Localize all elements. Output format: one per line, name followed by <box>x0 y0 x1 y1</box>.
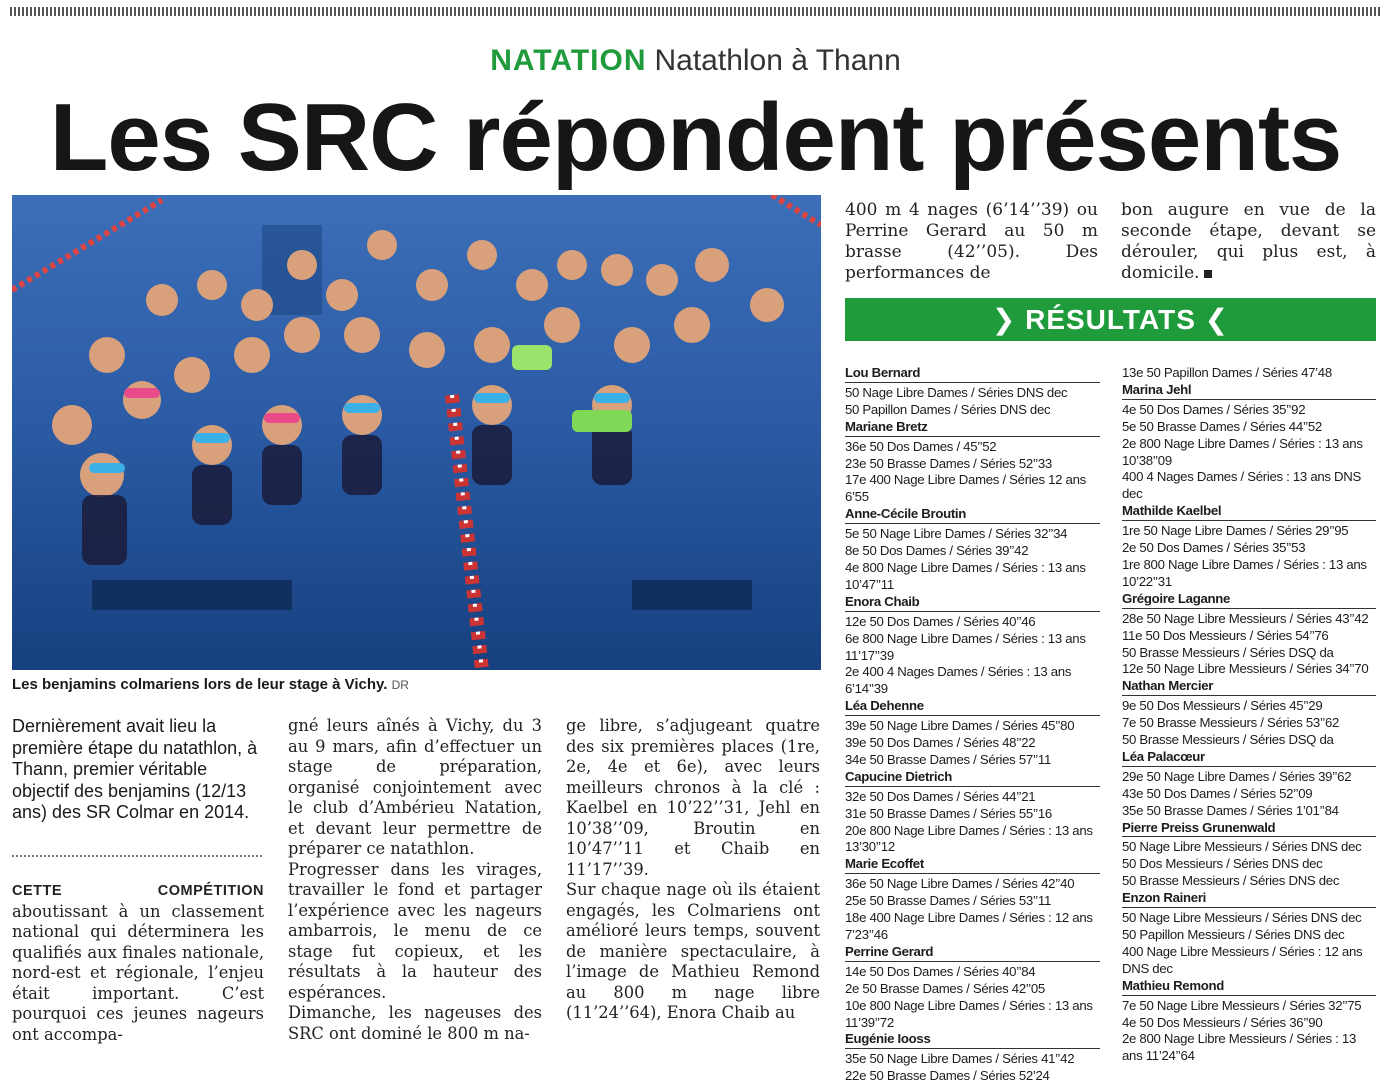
result-line: 39e 50 Nage Libre Dames / Séries 45’’80 <box>845 718 1075 734</box>
result-line: 5e 50 Brasse Dames / Séries 44’’52 <box>1122 418 1322 434</box>
result-line: 6e 800 Nage Libre Dames / Séries : 13 ans 11’17’’39 <box>845 630 1086 663</box>
result-line: 29e 50 Nage Libre Dames / Séries 39’’62 <box>1122 768 1352 784</box>
result-line: 10e 800 Nage Libre Dames / Séries : 13 ans 11’39’’72 <box>845 997 1093 1030</box>
result-line: 25e 50 Brasse Dames / Séries 53’’11 <box>845 893 1051 909</box>
athlete-name: Capucine Dietrich <box>845 769 1100 787</box>
article-column-3 <box>566 716 820 1024</box>
results-left-column <box>845 365 1100 1085</box>
result-line: 9e 50 Dos Messieurs / Séries 45’’29 <box>1122 698 1323 714</box>
result-line: 23e 50 Brasse Dames / Séries 52’’33 <box>845 455 1052 471</box>
result-line: 50 Nage Libre Messieurs / Séries DNS dec <box>1122 910 1362 926</box>
article-column-1 <box>12 880 264 1045</box>
result-line: 35e 50 Brasse Dames / Séries 1’01’’84 <box>1122 802 1339 818</box>
results-right-column <box>1122 365 1376 1065</box>
col2-p1: gné leurs aînés à Vichy, du 3 au 9 mars, afin d’effectuer un stage de préparation, organisé conjointement avec le club d’Ambérieu Natation, et devant leur permettre de préparer ce natathlon. <box>288 716 542 858</box>
result-line: 50 Papillon Dames / Séries DNS dec <box>845 401 1051 417</box>
result-line: 13e 50 Papillon Dames / Séries 47’48 <box>1122 365 1332 380</box>
athlete-name: Marina Jehl <box>1122 382 1376 400</box>
athlete-name: Enora Chaib <box>845 594 1100 612</box>
result-line: 2e 50 Brasse Dames / Séries 42’’05 <box>845 980 1045 996</box>
result-line: 50 Nage Libre Dames / Séries DNS dec <box>845 384 1068 400</box>
result-line: 1re 800 Nage Libre Dames / Séries : 13 ans 10’22’’31 <box>1122 556 1367 589</box>
photo-caption <box>12 676 821 693</box>
result-line: 2e 800 Nage Libre Messieurs / Séries : 13 ans 11’24’’64 <box>1122 1031 1357 1064</box>
col5-text: bon augure en vue de la seconde étape, devant se dérouler, qui plus est, à domicile. <box>1121 200 1376 283</box>
result-line: 31e 50 Brasse Dames / Séries 55’’16 <box>845 805 1052 821</box>
article-column-2 <box>288 716 542 1044</box>
athlete-name: Mariane Bretz <box>845 419 1100 437</box>
article-lead: Dernièrement avait lieu la première étape du natathlon, à Thann, premier véritable objectif des benjamins (12/13 ans) des SR Colmar en 2014. <box>12 716 258 822</box>
col1-text: aboutissant à un classement national qui déterminera les qualifiés aux finales nationale, nord-est et régionale, l’enjeu était important. C’est pourquoi ces jeunes nageurs ont accompa- <box>12 901 264 1044</box>
result-line: 22e 50 Brasse Dames / Séries 52’24 <box>845 1068 1050 1084</box>
lead-divider <box>12 855 264 857</box>
section-label: NATATION <box>490 44 647 77</box>
result-line: 7e 50 Nage Libre Messieurs / Séries 32’’75 <box>1122 997 1362 1013</box>
result-line: 8e 50 Dos Dames / Séries 39’’42 <box>845 543 1029 559</box>
kicker <box>0 44 1391 78</box>
result-line: 17e 400 Nage Libre Dames / Séries 12 ans 6’55 <box>845 472 1086 505</box>
result-line: 50 Nage Libre Messieurs / Séries DNS dec <box>1122 839 1362 855</box>
result-line: 50 Brasse Messieurs / Séries DNS dec <box>1122 873 1340 889</box>
athlete-name: Enzon Raineri <box>1122 890 1376 908</box>
result-line: 36e 50 Dos Dames / 45’’52 <box>845 438 997 454</box>
athlete-name: Grégoire Laganne <box>1122 591 1376 609</box>
result-line: 50 Papillon Messieurs / Séries DNS dec <box>1122 927 1345 942</box>
athlete-name: Léa Palacœur <box>1122 749 1376 767</box>
result-line: 32e 50 Dos Dames / Séries 44’’21 <box>845 788 1036 804</box>
result-line: 2e 400 4 Nages Dames / Séries : 13 ans 6’14’’39 <box>845 664 1072 697</box>
result-line: 20e 800 Nage Libre Dames / Séries : 13 ans 13’30’’12 <box>845 822 1093 855</box>
result-line: 35e 50 Nage Libre Dames / Séries 41’’42 <box>845 1051 1075 1067</box>
athlete-name: Mathieu Remond <box>1122 978 1376 996</box>
athlete-name: Léa Dehenne <box>845 698 1100 716</box>
athlete-name: Lou Bernard <box>845 365 1100 383</box>
result-line: 4e 800 Nage Libre Dames / Séries : 13 ans 10’47’’11 <box>845 559 1086 592</box>
team-photo <box>12 195 821 670</box>
end-mark <box>1204 270 1212 278</box>
athlete-name: Anne-Cécile Broutin <box>845 506 1100 524</box>
caption-text: Les benjamins colmariens lors de leur stage à Vichy. <box>12 676 388 693</box>
article-column-4 <box>845 200 1098 284</box>
result-line: 18e 400 Nage Libre Dames / Séries : 12 ans 7’23’’46 <box>845 910 1093 942</box>
result-line: 14e 50 Dos Dames / Séries 40’’84 <box>845 963 1036 979</box>
result-line: 4e 50 Dos Messieurs / Séries 36’’90 <box>1122 1014 1323 1030</box>
results-title: RÉSULTATS <box>1025 304 1196 335</box>
lead-in: CETTE COMPÉTITION <box>12 883 264 899</box>
result-line: 11e 50 Dos Messieurs / Séries 54’’76 <box>1122 627 1329 643</box>
athlete-name: Marie Ecoffet <box>845 856 1100 874</box>
photo-credit: DR <box>391 678 409 692</box>
result-line: 2e 800 Nage Libre Dames / Séries : 13 ans 10’38’’09 <box>1122 435 1363 468</box>
col3-p2: Sur chaque nage où ils étaient engagés, les Colmariens ont amélioré leurs temps, souvent de manière spectaculaire, à l’image de Mathieu Remond au 800 m nage libre (11’24’’64), Enora Chaib au <box>566 880 820 1022</box>
result-line: 50 Brasse Messieurs / Séries DSQ da <box>1122 732 1334 748</box>
top-divider <box>10 7 1380 16</box>
result-line: 5e 50 Nage Libre Dames / Séries 32’’34 <box>845 526 1068 542</box>
result-line: 400 4 Nages Dames / Séries : 13 ans DNS dec <box>1122 469 1361 502</box>
col4-text: 400 m 4 nages (6’14’’39) ou Perrine Gerard au 50 m brasse (42’’05). Des performances de <box>845 200 1098 283</box>
result-line: 34e 50 Brasse Dames / Séries 57’’11 <box>845 751 1051 767</box>
result-line: 4e 50 Dos Dames / Séries 35’’92 <box>1122 401 1306 417</box>
result-line: 39e 50 Dos Dames / Séries 48’’22 <box>845 735 1036 751</box>
col2-p2: Progresser dans les virages, travailler le fond et partager l’expérience avec les nageurs ambarrois, le menu de ce stage fut copieux, et les résultats à la hauteur des espérances. <box>288 859 542 1002</box>
chevron-left-icon: ❮ <box>1195 304 1230 335</box>
col2-p3: Dimanche, les nageuses des SRC ont dominé le 800 m na- <box>288 1003 542 1043</box>
athlete-name: Perrine Gerard <box>845 944 1100 962</box>
col3-p1: ge libre, s’adjugeant quatre des six premières places (1re, 2e, 4e et 6e), avec leurs meilleurs chronos à la clé : Kaelbel en 10’22’’31, Jehl en 10’38’’09, Broutin en 10’47’’11 et Chaib en 11’17’’39. <box>566 716 820 879</box>
result-line: 50 Dos Messieurs / Séries DNS dec <box>1122 856 1323 872</box>
athlete-name: Eugénie Iooss <box>845 1031 1100 1049</box>
headline: Les SRC répondent présents <box>49 84 1342 191</box>
subtitle: Natathlon à Thann <box>654 44 901 77</box>
athlete-name: Mathilde Kaelbel <box>1122 503 1376 521</box>
athlete-name: Pierre Preiss Grunenwald <box>1122 820 1376 838</box>
article-column-5 <box>1121 200 1376 284</box>
result-line: 12e 50 Nage Libre Messieurs / Séries 34’’70 <box>1122 661 1369 677</box>
result-line: 12e 50 Dos Dames / Séries 40’’46 <box>845 613 1036 629</box>
athlete-name: Nathan Mercier <box>1122 678 1376 696</box>
result-line: 1re 50 Nage Libre Dames / Séries 29’’95 <box>1122 523 1349 539</box>
chevron-right-icon: ❯ <box>991 304 1026 335</box>
results-banner <box>845 298 1376 341</box>
result-line: 7e 50 Brasse Messieurs / Séries 53’’62 <box>1122 715 1340 731</box>
result-line: 36e 50 Nage Libre Dames / Séries 42’’40 <box>845 876 1075 892</box>
result-line: 2e 50 Dos Dames / Séries 35’’53 <box>1122 540 1306 556</box>
result-line: 43e 50 Dos Dames / Séries 52’’09 <box>1122 785 1313 801</box>
result-line: 50 Brasse Messieurs / Séries DSQ da <box>1122 644 1334 660</box>
result-line: 28e 50 Nage Libre Messieurs / Séries 43’’42 <box>1122 610 1369 626</box>
result-line: 400 Nage Libre Messieurs / Séries : 12 ans DNS dec <box>1122 943 1363 976</box>
